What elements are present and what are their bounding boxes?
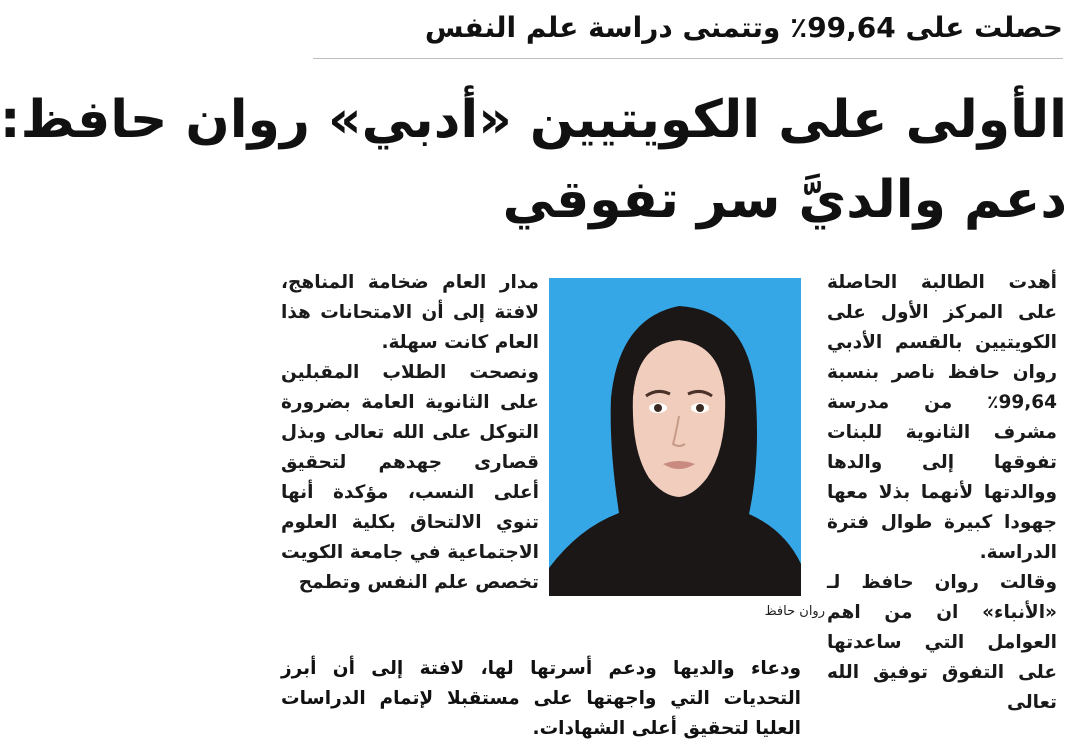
paragraph: وقالت روان حافظ لـ «الأنباء» ان من اهم العوامل التي ساعدتها على التفوق توفيق الله تعالى xyxy=(827,572,1057,713)
article-column-left xyxy=(281,268,539,648)
headline-line-1: الأولى على الكويتيين «أدبي» روان حافظ: xyxy=(0,90,1067,150)
kicker-divider xyxy=(313,58,1063,59)
paragraph: ودعاء والديها ودعم أسرتها لها، لافتة إلى أن أبرز التحديات التي واجهتها على مستقبلا لإتمام الدراسات العليا لتحقيق أعلى الشهادات. xyxy=(281,658,801,739)
article-bottom-text xyxy=(281,654,801,739)
article-kicker: حصلت على 99,64٪ وتتمنى دراسة علم النفس xyxy=(424,11,1063,44)
paragraph: ونصحت الطلاب المقبلين على الثانوية العامة بضرورة التوكل على الله تعالى وبذل قصارى جهدهم لتحقيق أعلى النسب، مؤكدة أنها تنوي الالتحاق بكلية العلوم الاجتماعية في جامعة الكويت تخصص علم النفس وتطمح xyxy=(281,362,539,593)
paragraph: أهدت الطالبة الحاصلة على المركز الأول على الكويتيين بالقسم الأدبي روان حافظ ناصر بنسبة 99,64٪ من مدرسة مشرف الثانوية للبنات تفوقها إلى والدها ووالدتها لأنهما بذلا معها جهودا كبيرة طوال فترة الدراسة. xyxy=(827,272,1057,563)
article-headline xyxy=(0,80,1067,240)
article-column-right xyxy=(827,268,1057,724)
portrait-photo xyxy=(549,278,801,596)
paragraph: مدار العام ضخامة المناهج، لافتة إلى أن الامتحانات هذا العام كانت سهلة. xyxy=(281,272,539,353)
headline-line-2: دعم والديَّ سر تفوقي xyxy=(502,170,1067,230)
photo-caption: روان حافظ xyxy=(764,604,825,619)
